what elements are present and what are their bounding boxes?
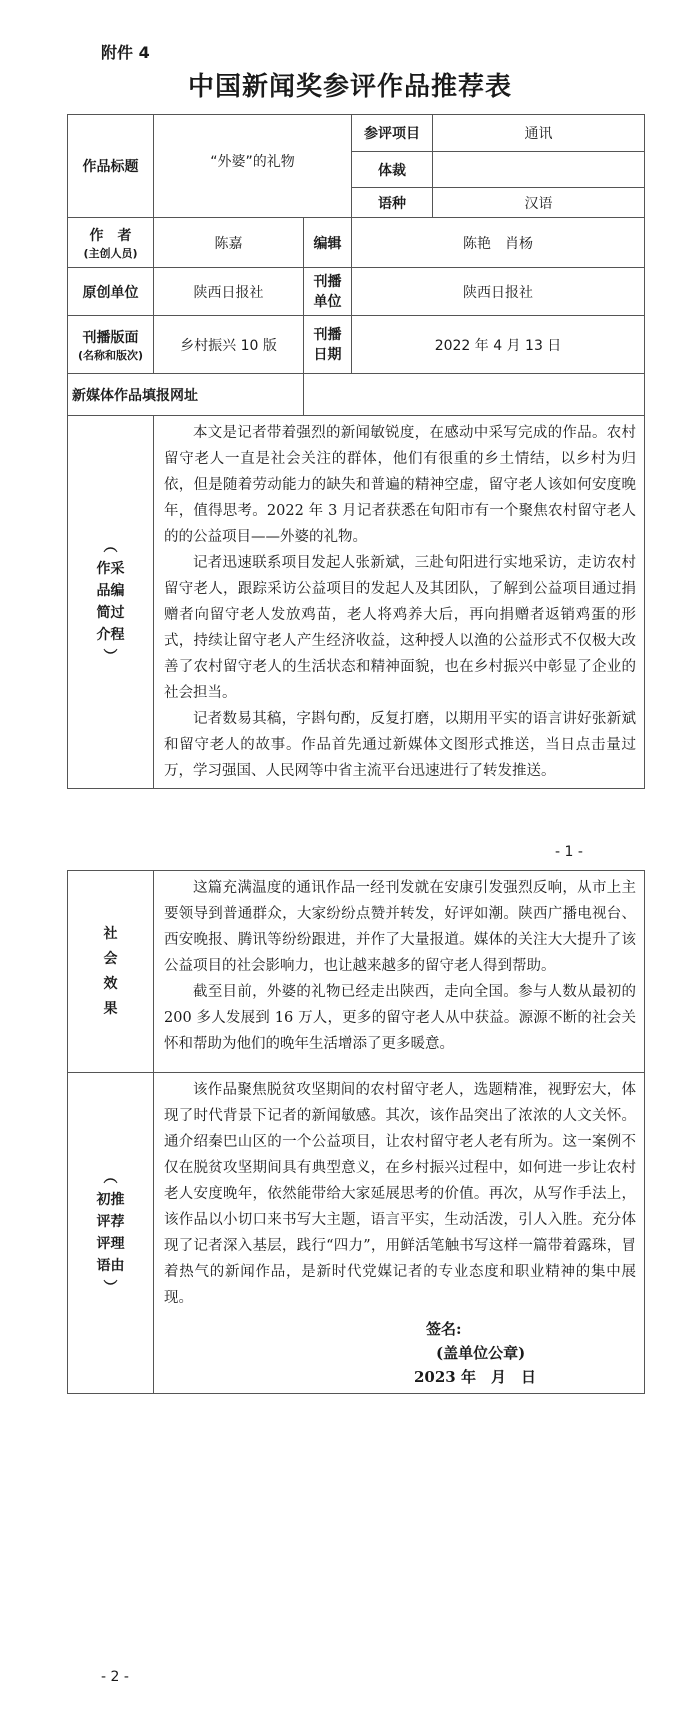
page-label-sub: (名称和版次): [77, 348, 144, 362]
review-label-char: 评理: [96, 1236, 125, 1252]
date-value: 2022 年 4 月 13 日: [352, 316, 645, 374]
url-label: 新媒体作品填报网址: [68, 374, 304, 416]
effect-label-char: 社: [103, 925, 118, 942]
page-number-1: - 1 -: [555, 844, 583, 860]
process-label-char: ︵: [103, 539, 118, 555]
process-label-char: ︶: [103, 649, 118, 665]
editor-label: 编辑: [304, 218, 352, 268]
org-value: 陕西日报社: [154, 268, 304, 316]
process-label: [68, 416, 154, 789]
author-value: 陈嘉: [154, 218, 304, 268]
sign-date: 2023 年 月 日: [414, 1368, 536, 1386]
work-title-label: 作品标题: [68, 115, 154, 218]
url-value: [304, 374, 645, 416]
category-label: 参评项目: [352, 115, 433, 152]
effect-text: [154, 871, 645, 1073]
author-label: [68, 218, 154, 268]
process-label-char: 作采: [96, 561, 125, 577]
page-label-text: 刊播版面: [82, 329, 139, 346]
review-label-char: ︵: [103, 1170, 118, 1186]
effect-label-char: 会: [103, 950, 118, 967]
genre-label: 体裁: [352, 152, 433, 188]
review-label-char: 语由: [96, 1258, 125, 1274]
page-title: 中国新闻奖参评作品推荐表: [187, 72, 512, 102]
language-value: 汉语: [433, 188, 645, 218]
effect-label-char: 效: [103, 975, 118, 992]
effect-review-table: [67, 870, 645, 1394]
editor-value: 陈艳 肖杨: [352, 218, 645, 268]
work-title-value: “外婆”的礼物: [154, 115, 352, 218]
page-number-2: - 2 -: [101, 1669, 129, 1685]
process-label-char: 介程: [96, 627, 125, 643]
review-label-char: ︶: [103, 1280, 118, 1296]
review-text: [154, 1073, 645, 1394]
process-paragraph: 本文是记者带着强烈的新闻敏锐度，在感动中采写完成的作品。农村留守老人一直是社会关注的群体，他们有很重的乡土情结，以乡村为归依，但是随着劳动能力的缺失和普遍的精神空虚，留守老人该如何安度晚年，值得思考。2022 年 3 月记者获悉在旬阳市有一个聚焦农村留守老人的的公益项目——外婆的礼物。: [164, 425, 637, 545]
effect-paragraph: 这篇充满温度的通讯作品一经刊发就在安康引发强烈反响，从市上主要领导到普通群众，大家纷纷点赞并转发，好评如潮。陕西广播电视台、西安晚报、腾讯等纷纷跟进，并作了大量报道。媒体的关注大大提升了该公益项目的社会影响力，也让越来越多的留守老人得到帮助。: [164, 880, 636, 974]
effect-label-char: 果: [103, 1000, 118, 1017]
effect-paragraph: 截至目前，外婆的礼物已经走出陕西，走向全国。参与人数从最初的 200 多人发展到 16 万人，更多的留守老人从中获益。源源不断的社会关怀和帮助为他们的晚年生活增添了更多暖意。: [164, 984, 636, 1052]
org-label: 原创单位: [68, 268, 154, 316]
process-label-char: 品编: [96, 583, 125, 599]
seal-label: (盖单位公章): [436, 1344, 526, 1362]
sign-label: 签名:: [426, 1320, 462, 1338]
process-paragraph: 记者数易其稿，字斟句酌，反复打磨，以期用平实的语言讲好张新斌和留守老人的故事。作品首先通过新媒体文图形式推送，当日点击量过万，学习强国、人民网等中省主流平台迅速进行了转发推送。: [164, 711, 637, 779]
author-label-text: 作 者: [89, 227, 132, 244]
date-label: 刊播日期: [304, 316, 352, 374]
genre-value: [433, 152, 645, 188]
category-value: 通讯: [433, 115, 645, 152]
recommendation-form-table: [67, 114, 645, 789]
review-label: [68, 1073, 154, 1394]
page-value: 乡村振兴 10 版: [154, 316, 304, 374]
review-label-char: 初推: [96, 1192, 125, 1208]
language-label: 语种: [352, 188, 433, 218]
review-label-char: 评荐: [96, 1214, 125, 1230]
attachment-label: 附件 4: [101, 43, 150, 62]
author-label-sub: (主创人员): [83, 246, 138, 260]
pub-unit-label: 刊播单位: [304, 268, 352, 316]
process-label-char: 简过: [96, 605, 125, 621]
page-label: [68, 316, 154, 374]
process-paragraph: 记者迅速联系项目发起人张新斌，三赴旬阳进行实地采访，走访农村留守老人，跟踪采访公益项目的发起人及其团队，了解到公益项目通过捐赠者向留守老人发放鸡苗，老人将鸡养大后，再向捐赠者返销鸡蛋的形式，持续让留守老人产生经济收益，这种授人以渔的公益形式不仅极大改善了农村留守老人的生活状态和精神面貌，也在乡村振兴中彰显了企业的社会担当。: [164, 555, 637, 701]
review-paragraph: 该作品聚焦脱贫攻坚期间的农村留守老人，选题精准，视野宏大，体现了时代背景下记者的新闻敏感。其次，该作品突出了浓浓的人文关怀。通介绍秦巴山区的一个公益项目，让农村留守老人老有所为。这一案例不仅在脱贫攻坚期间具有典型意义，在乡村振兴过程中，如何进一步让农村老人安度晚年，依然能带给大家延展思考的价值。再次，从写作手法上，该作品以小切口来书写大主题，语言平实，生动活泼，引人入胜。充分体现了记者深入基层，践行“四力”，用鲜活笔触书写这样一篇带着露珠，冒着热气的新闻作品，是新时代党媒记者的专业态度和职业精神的集中展现。: [164, 1082, 636, 1306]
effect-label: [68, 871, 154, 1073]
process-text: [154, 416, 645, 789]
pub-unit-value: 陕西日报社: [352, 268, 645, 316]
